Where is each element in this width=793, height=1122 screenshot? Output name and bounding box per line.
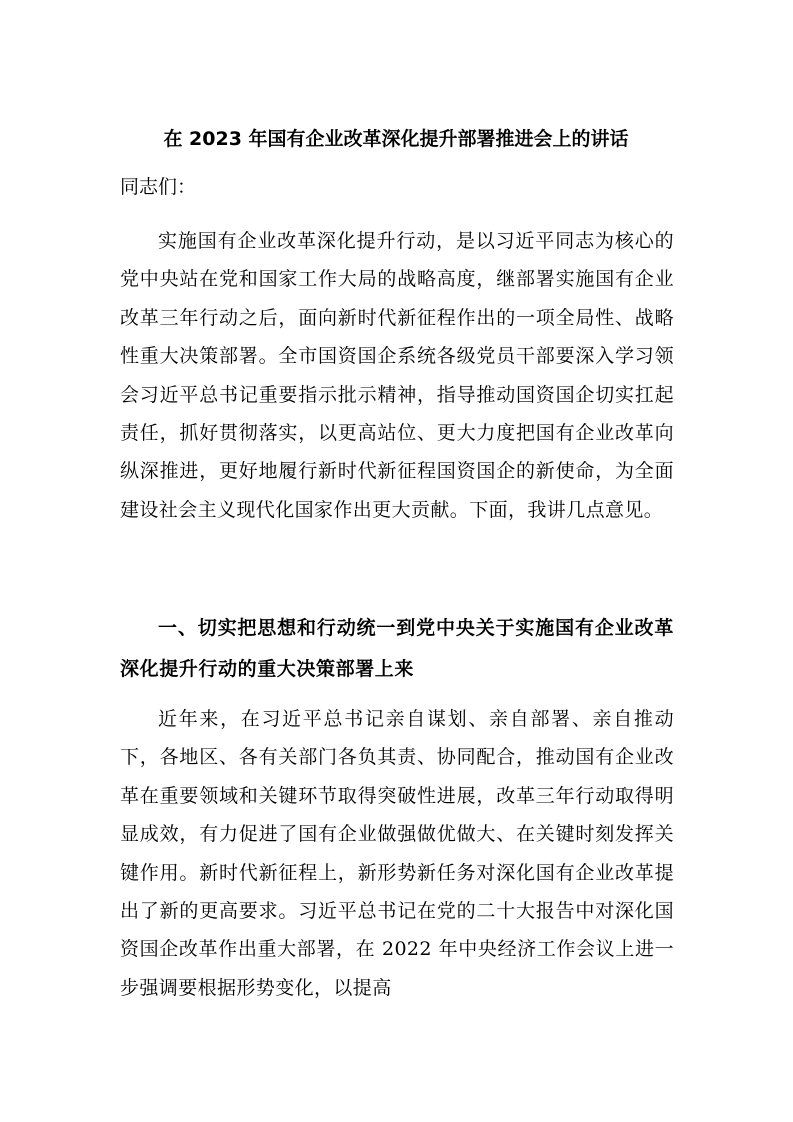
section-heading-1: 一、切实把思想和行动统一到党中央关于实施国有企业改革深化提升行动的重大决策部署上来 <box>120 617 674 680</box>
paragraph-intro: 实施国有企业改革深化提升行动，是以习近平同志为核心的党中央站在党和国家工作大局的战略高度，继部署实施国有企业改革三年行动之后，面向新时代新征程作出的一项全局性、战略性重大决策部署。全市国资国企系统各级党员干部要深入学习领会习近平总书记重要指示批示精神，指导推动国资国企切实扛起责任，抓好贯彻落实，以更高站位、更大力度把国有企业改革向纵深推进，更好地履行新时代新征程国资国企的新使命，为全面建设社会主义现代化国家作出更大贡献。下面，我讲几点意见。 <box>120 230 674 521</box>
document-title: 在 2023 年国有企业改革深化提升部署推进会上的讲话 <box>163 128 629 150</box>
salutation: 同志们： <box>120 176 197 198</box>
paragraph-section-1: 近年来，在习近平总书记亲自谋划、亲自部署、亲自推动下，各地区、各有关部门各负其责、协同配合，推动国有企业改革在重要领域和关键环节取得突破性进展，改革三年行动取得明显成效，有力促进了国有企业做强做优做大、在关键时刻发挥关键作用。新时代新征程上，新形势新任务对深化国有企业改革提出了新的更高要求。习近平总书记在党的二十大报告中对深化国资国企改革作出重大部署，在 2022 年中央经济工作会议上进一步强调要根据形势变化，以提高 <box>120 708 674 999</box>
